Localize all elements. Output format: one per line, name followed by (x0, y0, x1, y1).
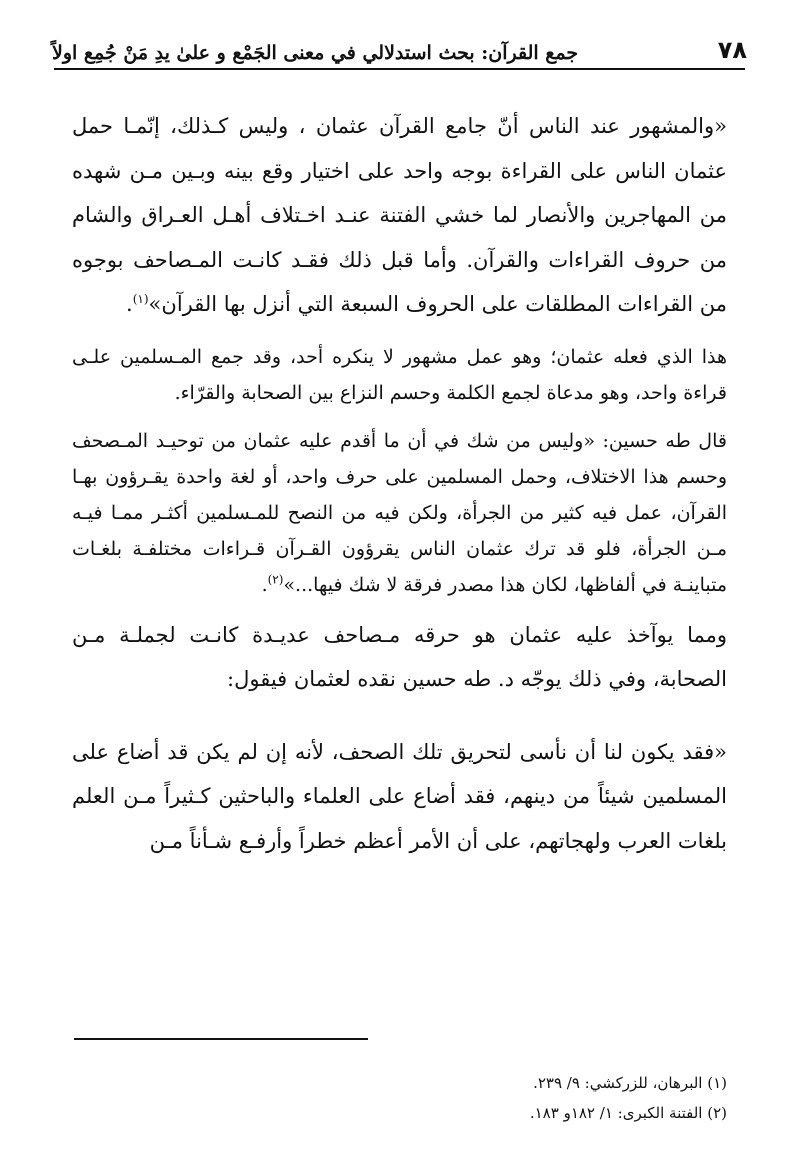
paragraph-3-text: قال طه حسين: «وليس من شك في أن ما أقدم عليه عثمان من توحيـد المـصحف وحسم هذا الاختلاف، وحمل المسلمين على حرف واحد، أو لغة واحدة يقـرؤون بهـا القرآن، عمل فيه كثير من الجرأة، ولكن فيه من النصح للمـسلمين أكثـر ممـا فيـه مـن الجرأة، فلو قد ترك عثمان الناس يقرؤون القـرآن قـراءات مختلفـة بلغـات متباينـة في ألفاظها، لكان هذا مصدر فرقة لا شك فيها...» (72, 429, 727, 596)
footnote-1: (١) البرهان، للزركشي: ٩/ ٢٣٩. (533, 1074, 727, 1092)
paragraph-1: «والمشهور عند الناس أنّ جامع القرآن عثمان ، وليس كـذلك، إنّمـا حمل عثمان الناس على القراءة بوجه واحد على اختيار وقع بينه وبـين مـن شهده من المهاجرين والأنصار لما خشي الفتنة عنـد اخـتلاف أهـل العـراق والشام من حروف القراءات والقرآن. وأما قبل ذلك فقـد كانـت المـصاحف بوجوه من القراءات المطلقات على الحروف السبعة التي أنزل بها القرآن»$^{(١)}$. (72, 114, 727, 316)
body-text (72, 104, 727, 863)
footnote-marker-1: (١) (132, 292, 149, 306)
paragraph-4: ومما يوآخذ عليه عثمان هو حرقه مـصاحف عديـدة كانـت لجملـة مـن الصحابة، وفي ذلك يوجّه د. طه حسين نقده لعثمان فيقول: (72, 622, 727, 691)
footnote-rule (74, 1038, 368, 1040)
footnote-2: (٢) الفتنة الكبرى: ١/ ١٨٢و ١٨٣. (529, 1104, 727, 1122)
paragraph-2: هذا الذي فعله عثمان؛ وهو عمل مشهور لا ينكره أحد، وقد جمع المـسلمين علـى قراءة واحد، وهو مدعاة لجمع الكلمة وحسم النزاع بين الصحابة والقرّاء. (72, 345, 727, 404)
page-number: ٧٨ (717, 36, 747, 64)
paragraph-1-text: «والمشهور عند الناس أنّ جامع القرآن عثمان ، وليس كـذلك، إنّمـا حمل عثمان الناس على القراءة بوجه واحد على اختيار وقع بينه وبـين مـن شهده من المهاجرين والأنصار لما خشي الفتنة عنـد اخـتلاف أهـل العـراق والشام من حروف القراءات والقرآن. وأما قبل ذلك فقـد كانـت المـصاحف بوجوه من القراءات المطلقات على الحروف السبعة التي أنزل بها القرآن» (72, 114, 727, 316)
footnotes (72, 1068, 727, 1128)
paragraph-5: «فقد يكون لنا أن نأسى لتحريق تلك الصحف، لأنه إن لم يكن قد أضاع على المسلمين شيئاً من دينهم، فقد أضاع على العلماء والباحثين كـثيراً مـن العلم بلغات العرب ولهجاتهم، على أن الأمر أعظم خطراً وأرفـع شـأناً مـن (72, 739, 727, 853)
paragraph-3: قال طه حسين: «وليس من شك في أن ما أقدم عليه عثمان من توحيـد المـصحف وحسم هذا الاختلاف، وحمل المسلمين على حرف واحد، أو لغة واحدة يقـرؤون بهـا القرآن، عمل فيه كثير من الجرأة، ولكن فيه من النصح للمـسلمين أكثـر ممـا فيـه مـن الجرأة، فلو قد ترك عثمان الناس يقرؤون القـرآن قـراءات مختلفـة بلغـات متباينـة في ألفاظها، لكان هذا مصدر فرقة لا شك فيها...»$^{(٢)}$. (72, 429, 727, 596)
running-header (52, 28, 747, 64)
footnote-marker-2: (٢) (267, 572, 284, 587)
header-rule (54, 68, 745, 70)
running-title: جمع القرآن: بحث استدلالي في معنى الجَمْع و علىٰ يدِ مَنْ جُمِع اولاً (52, 42, 579, 64)
